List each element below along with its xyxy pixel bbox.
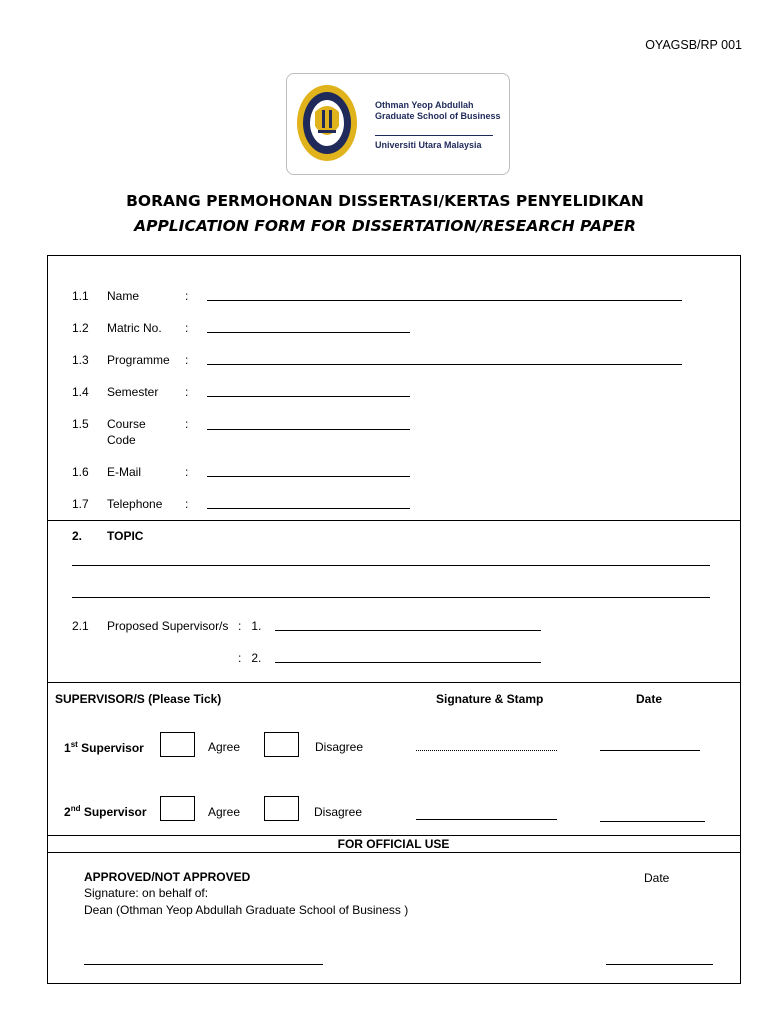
field-colon: : bbox=[185, 321, 189, 335]
second-supervisor-disagree-checkbox[interactable] bbox=[264, 796, 299, 821]
official-date-line[interactable] bbox=[606, 964, 713, 965]
agree-label: Agree bbox=[208, 805, 241, 819]
field-colon: : bbox=[185, 385, 189, 399]
title-english: APPLICATION FORM FOR DISSERTATION/RESEARCH PAPER bbox=[134, 217, 636, 235]
field-colon: : bbox=[185, 417, 189, 431]
signature-header: Signature & Stamp bbox=[436, 692, 544, 706]
supervisor-2-input[interactable] bbox=[275, 662, 541, 663]
official-use-heading: FOR OFFICIAL USE bbox=[337, 837, 450, 851]
name-input[interactable] bbox=[207, 300, 682, 301]
supervisor-slot-2-label: : 2. bbox=[238, 651, 262, 665]
first-supervisor-disagree-checkbox[interactable] bbox=[264, 732, 299, 757]
logo-divider bbox=[375, 135, 493, 136]
field-colon: : bbox=[185, 497, 189, 511]
supervisor-section-heading: SUPERVISOR/S (Please Tick) bbox=[55, 692, 222, 706]
dean-signature-line[interactable] bbox=[84, 964, 323, 965]
field-num-matric: 1.2 bbox=[72, 321, 89, 335]
field-num-email: 1.6 bbox=[72, 465, 89, 479]
second-supervisor-signature-line[interactable] bbox=[416, 819, 557, 820]
field-num-programme: 1.3 bbox=[72, 353, 89, 367]
dean-label: Dean (Othman Yeop Abdullah Graduate School of Business ) bbox=[84, 903, 409, 917]
field-label-semester: Semester bbox=[107, 385, 159, 399]
field-label-course-code: Code bbox=[107, 433, 136, 447]
field-label-programme: Programme bbox=[107, 353, 170, 367]
field-num-semester: 1.4 bbox=[72, 385, 89, 399]
field-label-telephone: Telephone bbox=[107, 497, 163, 511]
date-header: Date bbox=[636, 692, 663, 706]
field-label-email: E-Mail bbox=[107, 465, 142, 479]
field-colon: : bbox=[185, 353, 189, 367]
field-num-telephone: 1.7 bbox=[72, 497, 89, 511]
field-num-name: 1.1 bbox=[72, 289, 89, 303]
section-divider bbox=[47, 835, 740, 836]
logo-line1: Othman Yeop Abdullah bbox=[375, 100, 474, 110]
field-colon: : bbox=[185, 289, 189, 303]
email-input[interactable] bbox=[207, 476, 410, 477]
supervisor-1-input[interactable] bbox=[275, 630, 541, 631]
telephone-input[interactable] bbox=[207, 508, 410, 509]
topic-input-line-2[interactable] bbox=[72, 597, 710, 598]
matric-input[interactable] bbox=[207, 332, 410, 333]
first-supervisor-date-line[interactable] bbox=[600, 750, 700, 751]
topic-label: TOPIC bbox=[107, 529, 144, 543]
section-divider bbox=[47, 682, 740, 683]
semester-input[interactable] bbox=[207, 396, 410, 397]
logo-line2: Graduate School of Business bbox=[375, 111, 501, 121]
disagree-label: Disagree bbox=[314, 805, 363, 819]
field-num-course: 1.5 bbox=[72, 417, 89, 431]
supervisor-slot-1-label: : 1. bbox=[238, 619, 262, 633]
logo-card bbox=[286, 73, 510, 175]
field-colon: : bbox=[185, 465, 189, 479]
field-label-name: Name bbox=[107, 289, 140, 303]
second-supervisor-label: 2nd Supervisor bbox=[64, 804, 147, 819]
document-reference: OYAGSB/RP 001 bbox=[645, 38, 742, 52]
course-code-input[interactable] bbox=[207, 429, 410, 430]
supervisor-proposal-label: Proposed Supervisor/s bbox=[107, 619, 229, 633]
field-label-course: Course bbox=[107, 417, 146, 431]
logo-line3: Universiti Utara Malaysia bbox=[375, 140, 482, 150]
title-malay: BORANG PERMOHONAN DISSERTASI/KERTAS PENYELIDIKAN bbox=[126, 192, 644, 210]
first-supervisor-signature-line[interactable] bbox=[416, 750, 557, 751]
section-divider bbox=[47, 520, 740, 521]
topic-num: 2. bbox=[72, 529, 83, 543]
first-supervisor-agree-checkbox[interactable] bbox=[160, 732, 195, 757]
field-label-matric: Matric No. bbox=[107, 321, 162, 335]
programme-input[interactable] bbox=[207, 364, 682, 365]
first-supervisor-label: 1st Supervisor bbox=[64, 740, 144, 755]
agree-label: Agree bbox=[208, 740, 241, 754]
second-supervisor-date-line[interactable] bbox=[600, 821, 705, 822]
university-seal-icon bbox=[295, 82, 359, 164]
official-date-label: Date bbox=[644, 871, 670, 885]
disagree-label: Disagree bbox=[315, 740, 364, 754]
approval-status-label: APPROVED/NOT APPROVED bbox=[84, 870, 251, 884]
second-supervisor-agree-checkbox[interactable] bbox=[160, 796, 195, 821]
supervisor-proposal-num: 2.1 bbox=[72, 619, 89, 633]
topic-input-line-1[interactable] bbox=[72, 565, 710, 566]
section-divider bbox=[47, 852, 740, 853]
signature-note: Signature: on behalf of: bbox=[84, 886, 209, 900]
